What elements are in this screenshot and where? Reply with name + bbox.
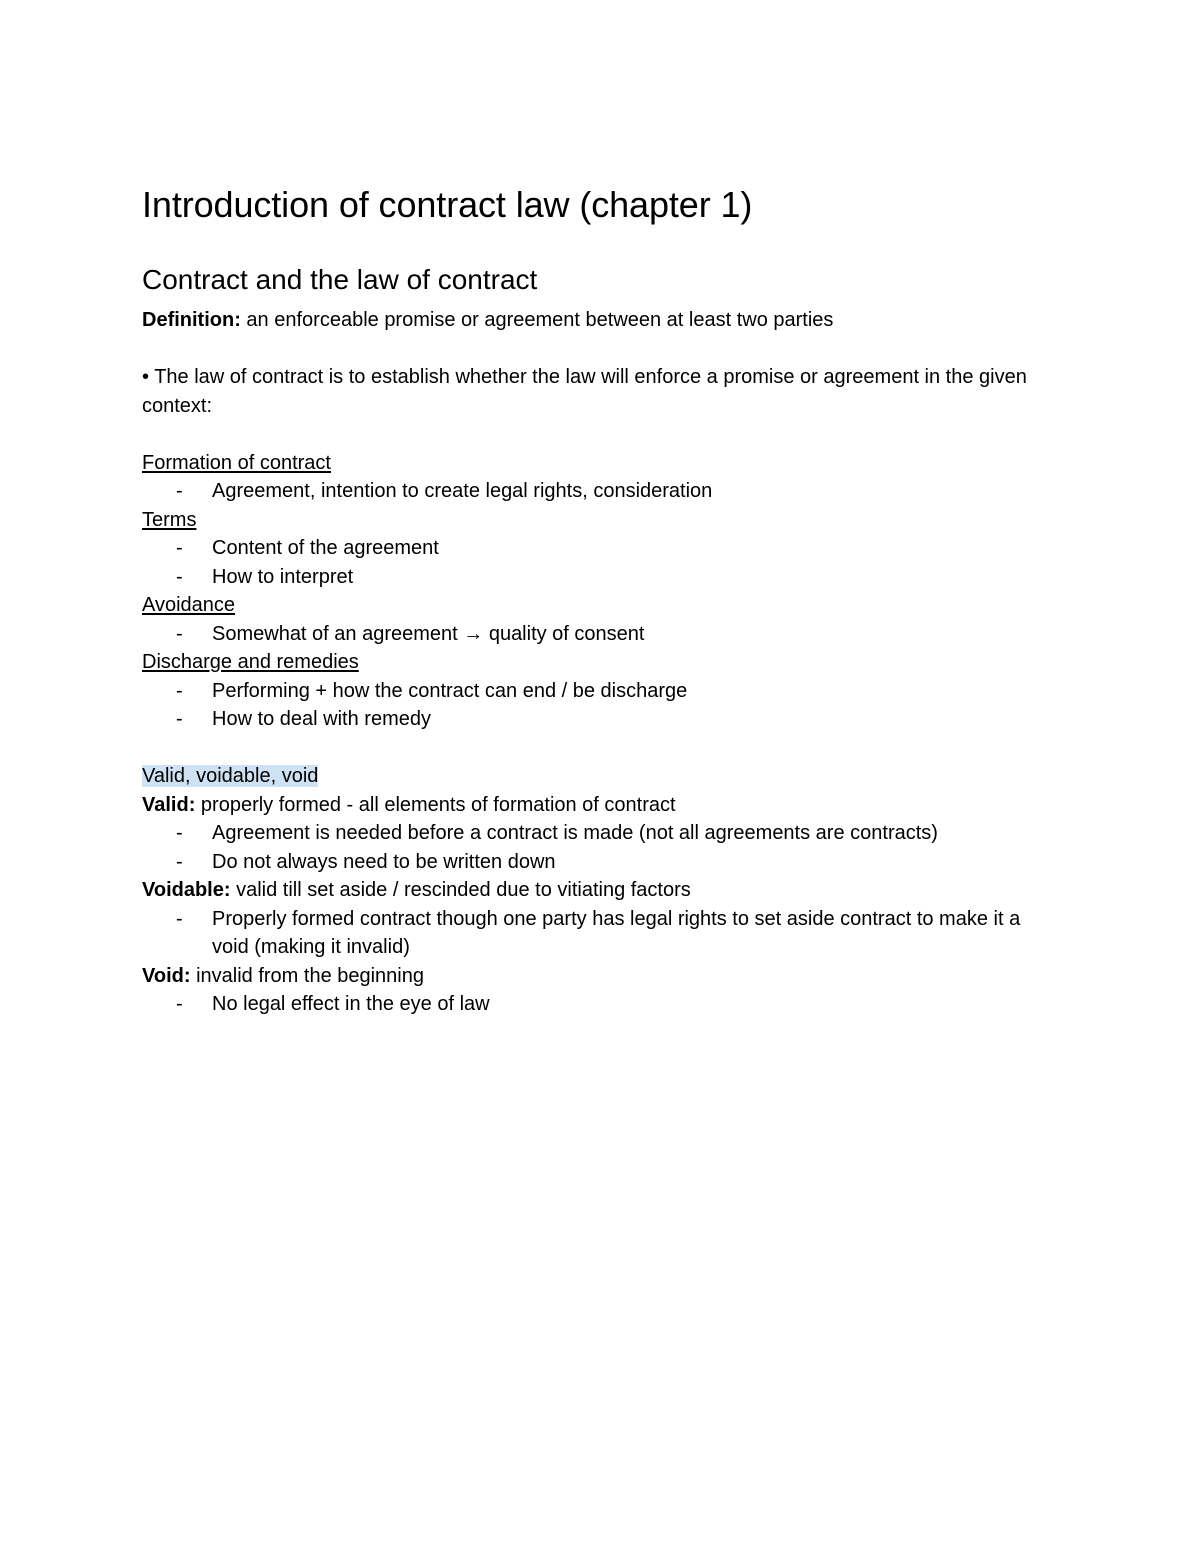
list-item: - Properly formed contract though one party has legal rights to set aside contract to make it a void (making it invalid) [176,907,1021,958]
list-item: - Performing + how the contract can end / be discharge [176,679,688,702]
list-item: - Do not always need to be written down [176,850,556,873]
section-heading-avoidance: Avoidance [142,594,236,616]
list-item: - No legal effect in the eye of law [176,993,490,1015]
document-title: Introduction of contract law (chapter 1) [142,184,753,225]
section-heading-formation: Formation of contract [142,451,331,474]
bullet-paragraph: • The law of contract is to establish whether the law will enforce a promise or agreement in the given context: [142,366,1027,417]
list-item: - Agreement is needed before a contract is made (not all agreements are contracts) [176,822,938,844]
definition-label: Definition: [142,309,241,331]
highlighted-heading: Valid, voidable, void [142,765,319,787]
document-page [142,178,1062,1019]
section-heading-terms: Terms [142,508,197,531]
section-subtitle: Contract and the law of contract [142,264,538,295]
list-item: - Agreement, intention to create legal rights, consideration [176,480,713,502]
list-item: - Somewhat of an agreement → quality of consent [176,622,645,645]
valid-definition: Valid: properly formed - all elements of formation of contract [142,793,676,816]
definition-text: an enforceable promise or agreement between at least two parties [240,309,834,331]
list-item: - How to deal with remedy [176,708,431,730]
spacer [142,335,1062,364]
spacer [142,420,1062,449]
definition-line [142,306,1062,335]
voidable-definition: Voidable: valid till set aside / rescinded due to vitiating factors [142,879,691,901]
void-definition: Void: invalid from the beginning [142,964,424,987]
list-item: - Content of the agreement [176,537,439,559]
spacer [142,734,1062,763]
section-heading-discharge: Discharge and remedies [142,651,359,673]
list-item: - How to interpret [176,565,354,588]
